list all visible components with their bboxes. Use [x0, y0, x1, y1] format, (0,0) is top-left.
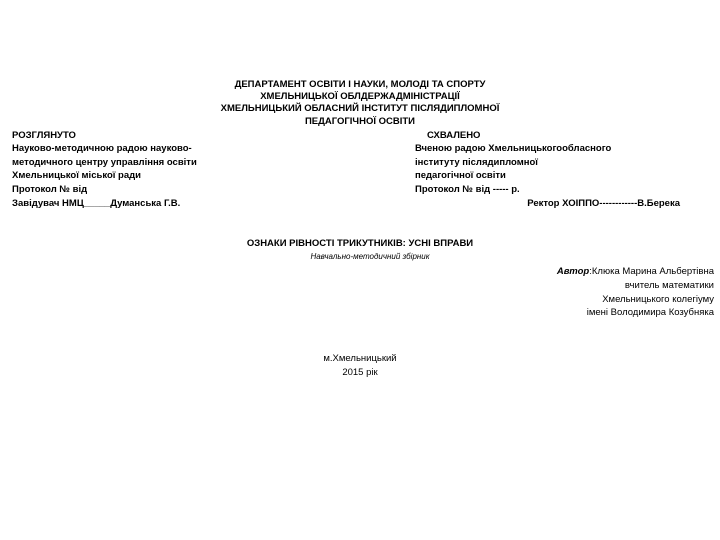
right-block-line-2: інституту післядипломної	[415, 157, 538, 168]
author-name: :Клюка Марина Альбертівна	[589, 266, 714, 277]
left-block-line-4: Протокол № від	[12, 184, 88, 195]
right-block-line-4: Протокол № від ----- р.	[415, 184, 520, 195]
left-block-line-5: Завідувач НМЦ_____Думанська Г.В.	[12, 198, 181, 209]
author-position: вчитель математики	[624, 280, 714, 291]
right-block-line-3: педагогічної освіти	[415, 170, 506, 181]
header-line-2: ХМЕЛЬНИЦЬКОЇ ОБЛДЕРЖАДМІНІСТРАЦІЇ	[260, 91, 460, 102]
author-school: Хмельницького колегіуму	[602, 294, 714, 305]
header-line-4: ПЕДАГОГІЧНОЇ ОСВІТИ	[304, 116, 416, 127]
document-title: ОЗНАКИ РІВНОСТІ ТРИКУТНИКІВ: УСНІ ВПРАВИ	[246, 238, 474, 249]
author-role: Автор	[556, 266, 590, 277]
footer-city: м.Хмельницький	[323, 353, 397, 364]
left-block-line-1: Науково-методичною радою науково-	[12, 143, 192, 154]
left-block-line-2: методичного центру управління освіти	[12, 157, 197, 168]
left-block-title: РОЗГЛЯНУТО	[12, 130, 76, 141]
right-block-line-5: Ректор ХОІППО------------В.Берека	[527, 198, 680, 209]
left-block-line-3: Хмельницької міської ради	[12, 170, 142, 181]
author-school-name: імені Володимира Козубняка	[586, 307, 714, 318]
header-line-3: ХМЕЛЬНИЦЬКИЙ ОБЛАСНИЙ ІНСТИТУТ ПІСЛЯДИПЛОМНОЇ	[220, 103, 500, 114]
right-block-line-1: Вченою радою Хмельницькогообласного	[415, 143, 612, 154]
header-line-1: ДЕПАРТАМЕНТ ОСВІТИ І НАУКИ, МОЛОДІ ТА СПОРТУ	[234, 79, 486, 90]
right-block-title: СХВАЛЕНО	[427, 130, 481, 141]
footer-year: 2015 рік	[342, 367, 378, 378]
document-subtitle: Навчально-методичний збірник	[310, 252, 430, 261]
author-line	[400, 266, 714, 277]
